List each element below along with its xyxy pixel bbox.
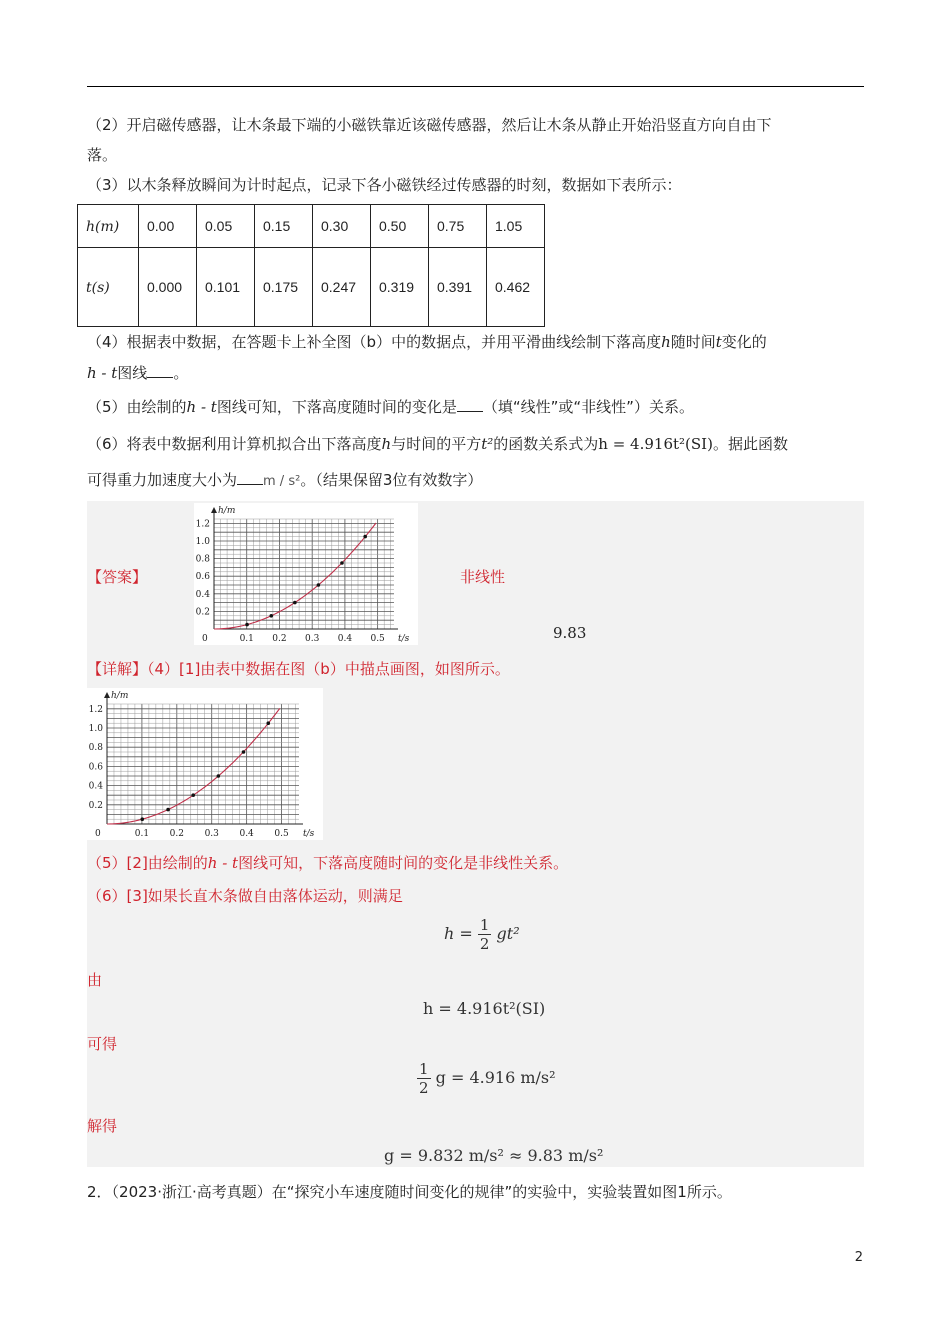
h-cell: 0.75 xyxy=(429,205,487,248)
answer-label: 【答案】 xyxy=(87,568,148,586)
detail-line4: 【详解】（4）[1]由表中数据在图（b）中描点画图，如图所示。 xyxy=(87,660,510,678)
x-tick-label: 0.1 xyxy=(239,634,254,644)
y-tick-label: 0.2 xyxy=(88,800,103,811)
data-point xyxy=(166,808,170,812)
data-point xyxy=(363,535,367,539)
data-point xyxy=(140,817,144,821)
t-cell: 0.391 xyxy=(429,248,487,327)
data-point xyxy=(293,601,297,605)
t-label-cell: t(s) xyxy=(78,248,139,327)
step5-line: （5）由绘制的h - t图线可知，下落高度随时间的变化是 （填“线性”或“非线性”）关系。 xyxy=(87,398,694,416)
x-tick-label: 0.4 xyxy=(239,829,254,839)
y-tick-label: 0.8 xyxy=(195,554,210,565)
h-cell: 0.00 xyxy=(139,205,197,248)
step4-line-a: （4）根据表中数据，在答题卡上补全图（b）中的数据点，并用平滑曲线绘制下落高度h随时间t变化的 xyxy=(87,333,767,351)
y-tick-label: 0.4 xyxy=(88,781,103,792)
y-tick-label: 0.6 xyxy=(88,762,103,773)
y-axis-label: h/m xyxy=(111,691,129,701)
data-point xyxy=(266,721,270,725)
t-cell: 0.462 xyxy=(487,248,545,327)
step2-line-a: （2）开启磁传感器，让木条最下端的小磁铁靠近该磁传感器，然后让木条从静止开始沿竖直方向自由下 xyxy=(87,116,772,134)
answer-g-value: 9.83 xyxy=(553,624,587,642)
x-tick-label: 0.3 xyxy=(305,634,320,644)
detail-chart xyxy=(87,688,323,840)
data-point xyxy=(191,793,195,797)
header-rule xyxy=(87,86,864,87)
data-table xyxy=(77,204,545,327)
y-tick-label: 0.2 xyxy=(195,607,210,618)
x-tick-label: 0.4 xyxy=(337,634,353,644)
data-point xyxy=(217,774,221,778)
step6-line-b: 可得重力加速度大小为 m / s²。（结果保留3位有效数字） xyxy=(87,471,483,489)
answer-blank xyxy=(147,363,173,378)
data-point xyxy=(340,561,344,565)
t-cell: 0.247 xyxy=(313,248,371,327)
page-number: 2 xyxy=(854,1250,863,1265)
origin-label: 0 xyxy=(95,829,101,839)
y-tick-label: 1.2 xyxy=(88,704,103,715)
chart-background xyxy=(87,688,323,840)
step3-line: （3）以木条释放瞬间为计时起点，记录下各小磁铁经过传感器的时刻，数据如下表所示： xyxy=(87,176,682,194)
h-cell: 0.50 xyxy=(371,205,429,248)
data-point xyxy=(317,583,321,587)
y-tick-label: 1.2 xyxy=(195,519,210,530)
detail-kede: 可得 xyxy=(87,1035,118,1053)
answer-blank xyxy=(457,397,483,412)
t-cell: 0.319 xyxy=(371,248,429,327)
y-axis-label: h/m xyxy=(218,506,236,516)
x-tick-label: 0.2 xyxy=(169,829,184,839)
y-tick-label: 1.0 xyxy=(195,537,210,547)
x-tick-label: 0.3 xyxy=(204,829,219,839)
h-cell: 0.30 xyxy=(313,205,371,248)
x-tick-label: 0.5 xyxy=(274,829,289,839)
data-point xyxy=(245,623,249,627)
answer-blank xyxy=(237,470,263,485)
answer-nonlinear: 非线性 xyxy=(460,568,506,586)
formula-half-g: $\frac{1}{2}$ g = 4.916 m/s² xyxy=(419,1060,556,1097)
h-cell: 0.15 xyxy=(255,205,313,248)
formula-free-fall: h = $\frac{1}{2}$ gt² xyxy=(444,916,520,953)
x-tick-label: 0.5 xyxy=(370,634,385,644)
t-cell: 0.101 xyxy=(197,248,255,327)
h-label-cell: h(m) xyxy=(78,205,139,248)
step6-line-a: （6）将表中数据利用计算机拟合出下落高度h与时间的平方t²的函数关系式为h = 4.916t²(SI)。据此函数 xyxy=(87,435,788,453)
step2-line-b: 落。 xyxy=(87,146,118,164)
origin-label: 0 xyxy=(202,634,208,644)
t-cell: 0.000 xyxy=(139,248,197,327)
detail-you: 由 xyxy=(87,971,103,989)
answer-chart xyxy=(194,503,418,645)
x-tick-label: 0.1 xyxy=(134,829,150,839)
h-cell: 0.05 xyxy=(197,205,255,248)
x-axis-label: t/s xyxy=(398,634,410,644)
detail-line6: （6）[3]如果长直木条做自由落体运动，则满足 xyxy=(87,887,403,905)
y-tick-label: 0.4 xyxy=(195,589,210,600)
step4-line-b: h - t图线 。 xyxy=(87,364,189,382)
y-tick-label: 0.6 xyxy=(195,572,210,583)
question2-line: 2．（2023·浙江·高考真题）在“探究小车速度随时间变化的规律”的实验中，实验装置如图1所示。 xyxy=(87,1183,732,1201)
y-tick-label: 1.0 xyxy=(88,724,103,734)
x-tick-label: 0.2 xyxy=(272,634,287,644)
formula-fit: h = 4.916t²(SI) xyxy=(423,999,546,1018)
data-point xyxy=(269,614,273,618)
detail-jiede: 解得 xyxy=(87,1117,118,1135)
formula-g-result: g = 9.832 m/s² ≈ 9.83 m/s² xyxy=(384,1146,604,1165)
h-cell: 1.05 xyxy=(487,205,545,248)
x-axis-label: t/s xyxy=(303,829,315,839)
y-tick-label: 0.8 xyxy=(88,743,103,754)
t-cell: 0.175 xyxy=(255,248,313,327)
data-point xyxy=(242,750,246,754)
detail-line5: （5）[2]由绘制的h - t图线可知，下落高度随时间的变化是非线性关系。 xyxy=(87,854,569,872)
